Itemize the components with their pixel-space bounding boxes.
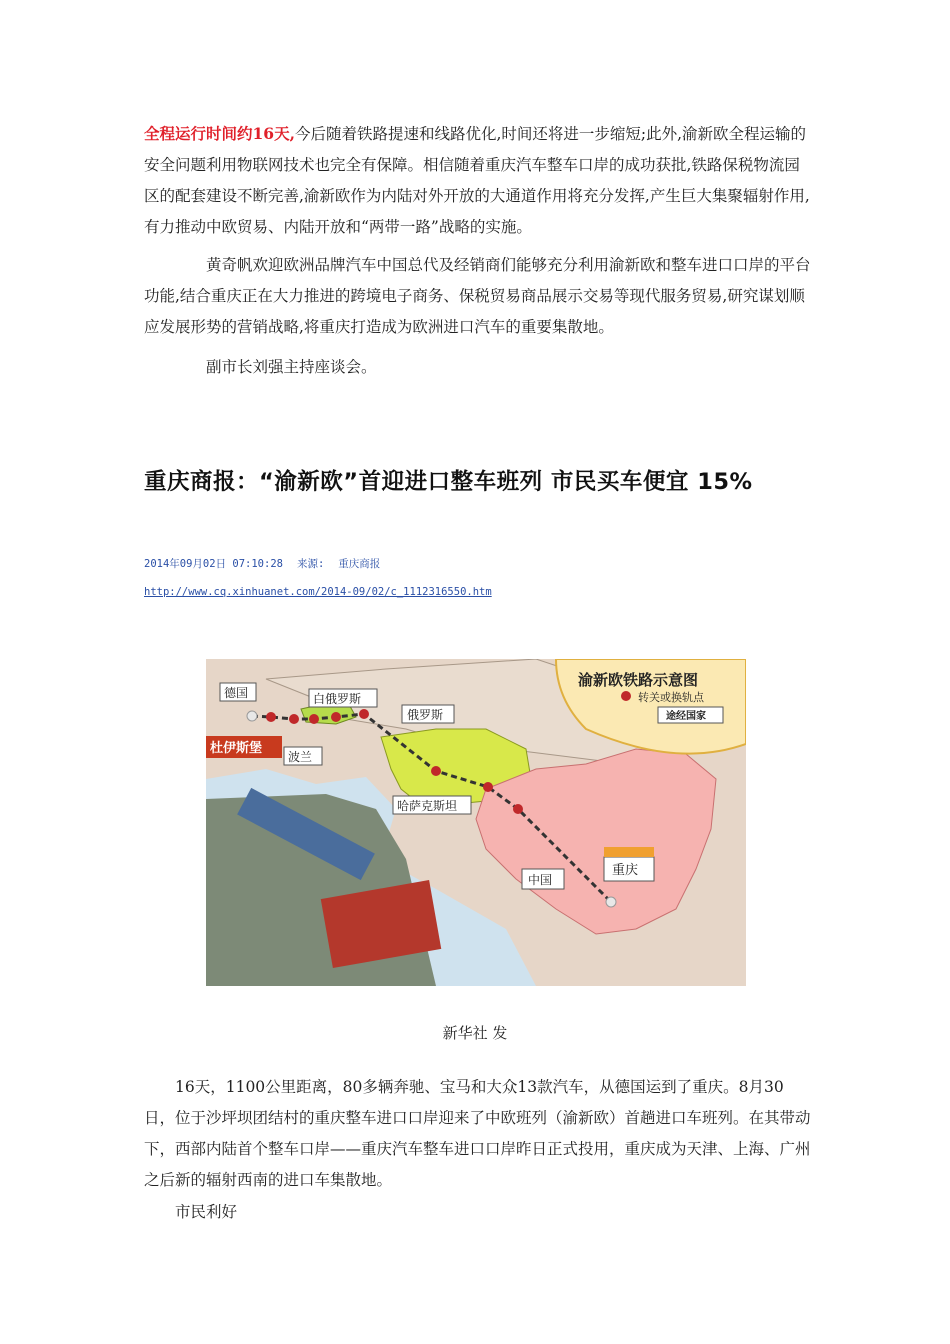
label-box-chongqing-tab — [604, 847, 654, 857]
label-germany: 德国 — [224, 686, 249, 700]
transfer-point — [483, 782, 493, 792]
legend-country-label: 途经国家 — [666, 711, 706, 722]
transfer-point — [309, 714, 319, 724]
transfer-point — [331, 712, 341, 722]
legend-title: 渝新欧铁路示意图 — [578, 671, 699, 689]
label-russia: 俄罗斯 — [407, 708, 444, 722]
legend-point-label: 转关或换轨点 — [638, 691, 704, 704]
transfer-point — [513, 804, 523, 814]
paragraph-5: 市民利好 — [175, 1203, 238, 1221]
article-date: 2014年09月02日 07:10:28 — [144, 558, 283, 570]
article-meta — [144, 556, 394, 571]
image-caption: 新华社 发 — [442, 1024, 508, 1042]
article-title: 重庆商报：“渝新欧”首迎进口整车班列 市民买车便宜 15% — [144, 469, 753, 495]
railway-route-map — [206, 659, 746, 986]
stop-chongqing — [606, 897, 616, 907]
transfer-point — [289, 714, 299, 724]
legend-point-marker — [621, 691, 631, 701]
transfer-point — [359, 709, 369, 719]
highlight-text: 全程运行时间约16天, — [144, 124, 295, 143]
paragraph-1-text: 今后随着铁路提速和线路优化,时间还将进一步缩短;此外,渝新欧全程运输的安全问题利用物联网技术也完全有保障。相信随着重庆汽车整车口岸的成功获批,铁路保税物流园区的配套建设不断完善,渝新欧作为内陆对外开放的大通道作用将充分发挥,产生巨大集聚辐射作用,有力推动中欧贸易、内陆开放和“两带一路”战略的实施。 — [144, 125, 810, 236]
label-duisburg: 杜伊斯堡 — [210, 741, 263, 756]
label-poland: 波兰 — [288, 750, 313, 764]
paragraph-3: 副市长刘强主持座谈会。 — [206, 358, 377, 376]
article-source[interactable]: 重庆商报 — [338, 558, 381, 570]
paragraph-1 — [144, 118, 814, 243]
label-kazakhstan: 哈萨克斯坦 — [397, 799, 458, 813]
label-china: 中国 — [528, 873, 553, 887]
paragraph-2: 黄奇帆欢迎欧洲品牌汽车中国总代及经销商们能够充分利用渝新欧和整车进口口岸的平台功能,结合重庆正在大力推进的跨境电子商务、保税贸易商品展示交易等现代服务贸易,研究谋划顺应发展形势的营销战略,将重庆打造成为欧洲进口汽车的重要集散地。 — [144, 256, 811, 336]
paragraph-4: 16天，1100公里距离，80多辆奔驰、宝马和大众13款汽车，从德国运到了重庆。8月30日，位于沙坪坝团结村的重庆整车进口口岸迎来了中欧班列（渝新欧）首趟进口车班列。在其带动下，西部内陆首个整车口岸——重庆汽车整车进口口岸昨日正式投用，重庆成为天津、上海、广州之后新的辐射西南的进口车集散地。 — [144, 1078, 811, 1189]
transfer-point — [431, 766, 441, 776]
source-label: 来源: — [296, 558, 325, 570]
stop-germany — [247, 711, 257, 721]
label-chongqing: 重庆 — [612, 863, 639, 878]
transfer-point — [266, 712, 276, 722]
label-belarus: 白俄罗斯 — [313, 692, 362, 706]
article-url-link[interactable]: http://www.cq.xinhuanet.com/2014-09/02/c_1112316550.htm — [144, 586, 492, 598]
